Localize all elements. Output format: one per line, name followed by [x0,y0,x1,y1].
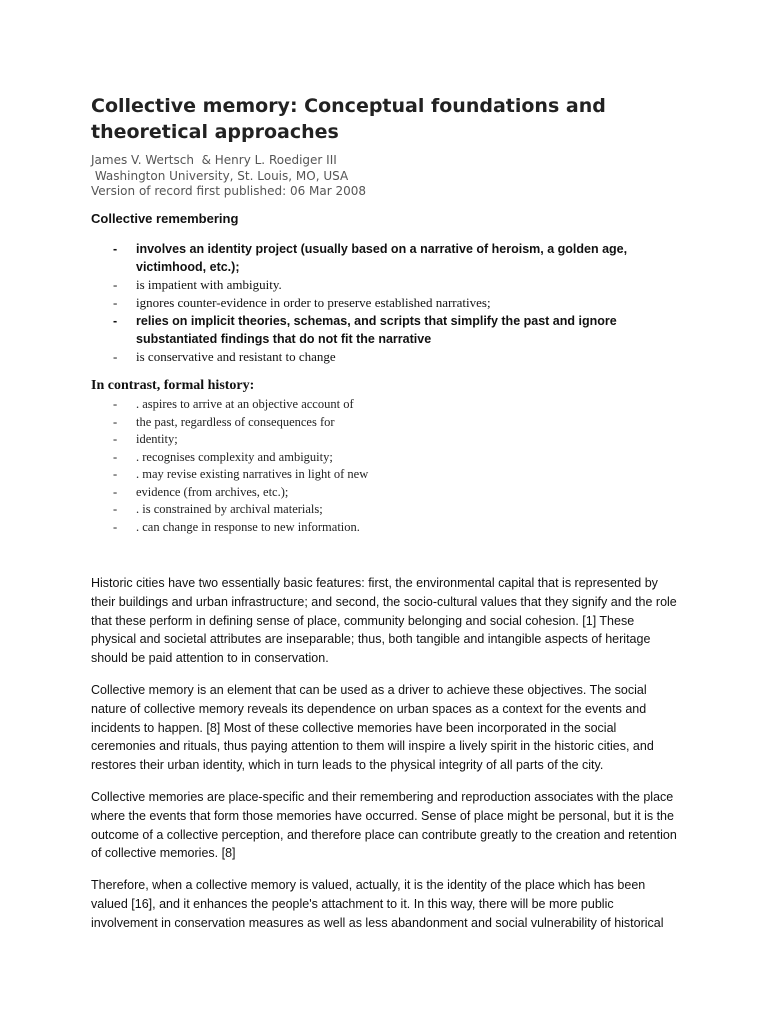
affiliation: Washington University, St. Louis, MO, USA [91,168,349,183]
dash-bullet: - [113,502,118,516]
list-item-text: identity; [136,432,178,446]
dash-bullet: - [113,397,118,411]
collective-remembering-list [91,240,671,366]
dash-bullet: - [113,314,118,328]
publication-date: Version of record first published: 06 Mar 2008 [91,184,367,198]
list-item [91,348,671,366]
document-title: Collective memory: Conceptual foundations and theoretical approaches [91,95,606,143]
authors: James V. Wertsch & Henry L. Roediger III [91,153,337,167]
list-item [91,519,651,537]
list-item [91,501,651,519]
list-item-text: . may revise existing narratives in light of new [136,467,369,481]
body-paragraph: Historic cities have two essentially basic features: first, the environmental capital that is represented by their buildings and urban infrastructure; and second, the socio-cultural values that they signify and the role that these perform in defining sense of place, community belonging and social cohesion. [1] These physical and societal attributes are inseparable; thus, both tangible and intangible aspects of heritage should be paid attention to in conservation. [91,576,677,666]
formal-history-heading: In contrast, formal history: [91,378,255,393]
dash-bullet: - [113,449,118,464]
list-item [91,449,651,467]
body-paragraph: Therefore, when a collective memory is valued, actually, it is the identity of the place which has been valued [16], and it enhances the people's attachment to it. In this way, there will be more public involvement in conservation measures as well as less abandonment and social vulnerability of historical [91,878,664,930]
dash-bullet: - [113,467,118,481]
dash-bullet: - [113,432,118,446]
collective-remembering-heading: Collective remembering [91,211,239,226]
list-item [91,414,651,432]
dash-bullet: - [113,414,118,429]
dash-bullet: - [113,349,118,364]
list-item-text: the past, regardless of consequences for [136,414,335,429]
list-item-text: is impatient with ambiguity. [136,277,282,292]
dash-bullet: - [113,242,118,256]
dash-bullet: - [113,519,118,534]
list-item-text: is conservative and resistant to change [136,349,336,364]
list-item-text: . can change in response to new information. [136,519,360,534]
list-item-text: relies on implicit theories, schemas, and scripts that simplify the past and ignore substantiated findings that do not fit the narrative [136,314,617,346]
list-item-text: ignores counter-evidence in order to preserve established narratives; [136,295,491,310]
list-item [91,396,651,414]
citation-block [91,153,366,200]
list-item [91,240,671,276]
list-item [91,431,651,449]
list-item-text: . is constrained by archival materials; [136,502,323,516]
body-text [91,574,681,946]
list-item-text: evidence (from archives, etc.); [136,484,289,499]
list-item-text: . recognises complexity and ambiguity; [136,449,333,464]
body-paragraph: Collective memory is an element that can be used as a driver to achieve these objectives. The social nature of collective memory reveals its dependence on urban spaces as a context for the events and incidents to happen. [8] Most of these collective memories have been incorporated in the social ceremonies and rituals, thus paying attention to them will inspire a lively spirit in the historic cities, and restores their urban identity, which in turn leads to the physical integrity of all parts of the city. [91,682,654,773]
formal-history-list [91,396,651,536]
body-paragraph: Collective memories are place-specific and their remembering and reproduction associates with the place where the events that form those memories have occurred. Sense of place might be personal, but it is the outcome of a collective perception, and therefore place can contribute greatly to the creation and retention of collective memories. [8] [91,789,677,861]
list-item-text: . aspires to arrive at an objective account of [136,397,354,411]
dash-bullet: - [113,277,118,292]
list-item [91,276,671,294]
dash-bullet: - [113,295,118,310]
list-item-text: involves an identity project (usually based on a narrative of heroism, a golden age, victimhood, etc.); [136,242,628,274]
dash-bullet: - [113,484,118,499]
list-item [91,484,651,502]
list-item [91,294,671,312]
list-item [91,312,671,348]
list-item [91,466,651,484]
